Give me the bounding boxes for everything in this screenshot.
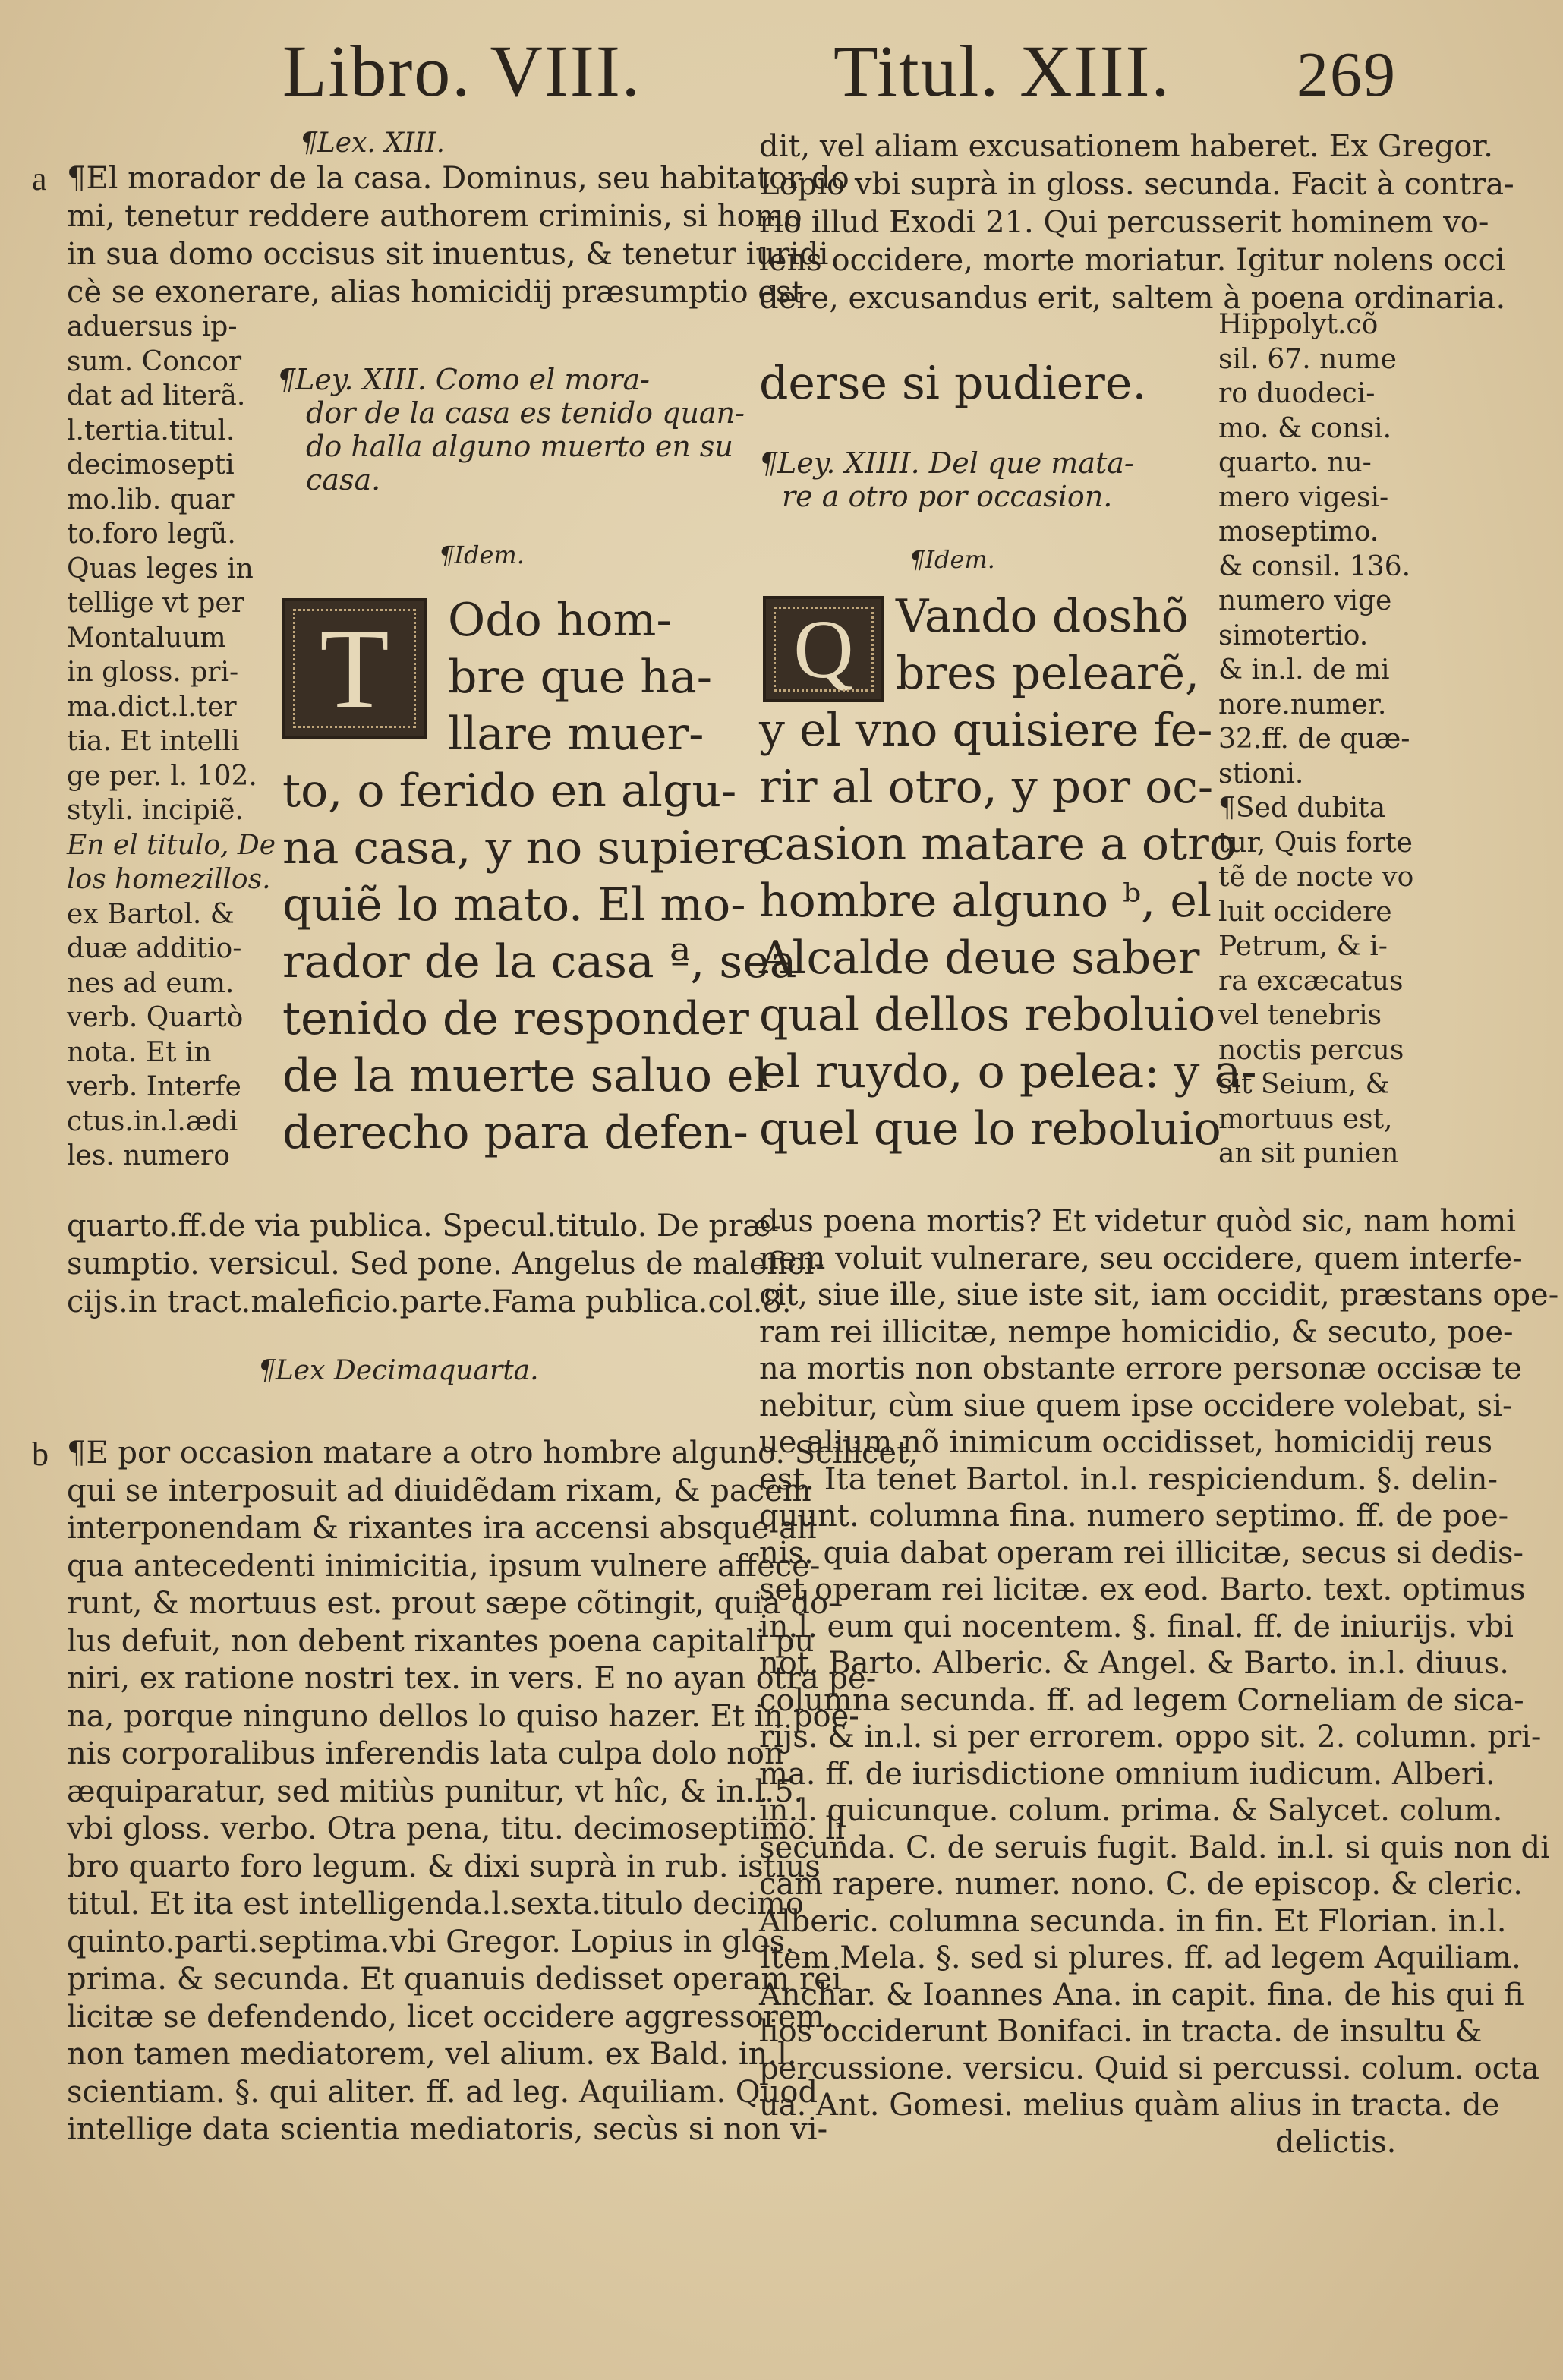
text-line: En el titulo, De [67, 829, 276, 861]
text-line: Item Mela. §. sed si plures. ff. ad legem Aquiliam. [759, 1940, 1521, 1975]
text-line: 32.ff. de quæ- [1218, 723, 1410, 755]
idem-label: ¶Idem. [909, 545, 995, 574]
text-line: mo.lib. quar [67, 484, 235, 515]
dropcap-q-ornament: Q [763, 596, 884, 702]
text-line: los homezillos. [67, 864, 271, 895]
text-line: ue alium nõ inimicum occidisset, homicidij reus [759, 1425, 1493, 1460]
text-line: casa. [306, 463, 381, 496]
text-line: & in.l. de mi [1218, 654, 1390, 686]
text-line: decimosepti [67, 449, 235, 481]
ley-13-title [277, 363, 745, 496]
text-line: Lopio vbi suprà in gloss. secunda. Facit à contra- [759, 167, 1514, 202]
text-line: nis corporalibus inferendis lata culpa dolo non [67, 1736, 784, 1771]
text-line: & consil. 136. [1218, 550, 1411, 582]
dropcap-t-ornament: T [282, 598, 427, 739]
ley-14-text [759, 702, 1257, 1158]
text-line: ua. Ant. Gomesi. melius quàm alius in tracta. de [759, 2088, 1500, 2123]
text-line: luit occidere [1218, 896, 1392, 928]
text-line: rijs. & in.l. si per errorem. oppo sit. 2. column. pri- [759, 1720, 1542, 1754]
text-line: delictis. [1275, 2124, 1397, 2160]
text-line: titul. Et ita est intelligenda.l.sexta.titulo decimo [67, 1887, 804, 1921]
text-line: columna secunda. ff. ad legem Corneliam de sica- [759, 1682, 1524, 1718]
text-line: rio illud Exodi 21. Qui percusserit hominem vo- [759, 205, 1489, 240]
text-line: mo. & consi. [1218, 412, 1392, 444]
text-line: lios occiderunt Bonifaci. in tracta. de insultu & [759, 2014, 1483, 2049]
idem-label: ¶Idem. [439, 541, 525, 569]
text-line: verb. Quartò [67, 1002, 244, 1033]
text-line: Anchar. & Ioannes Ana. in capit. fina. de his qui fi [759, 1977, 1524, 2013]
text-line: dat ad literã. [67, 380, 246, 411]
text-line: ram rei illicitæ, nempe homicidio, & secuto, poe- [759, 1314, 1514, 1350]
text-line: bres pelearẽ, [896, 647, 1200, 700]
text-line: ge per. l. 102. [67, 760, 257, 792]
text-line: Vando doshõ [896, 590, 1189, 643]
text-line: percussione. versicu. Quid si percussi. colum. octa [759, 2051, 1540, 2086]
text-line: æquiparatur, sed mitiùs punitur, vt hîc, & in.l.5. [67, 1773, 804, 1809]
text-line: vbi gloss. verbo. Otra pena, titu. decimoseptimo. li [67, 1811, 845, 1846]
text-line: dit, vel aliam excusationem haberet. Ex Gregor. [759, 129, 1493, 164]
text-line: duæ additio- [67, 933, 242, 964]
text-line: prima. & secunda. Et quanuis dedisset operam rei [67, 1962, 842, 1997]
text-line: sumptio. versicul. Sed pone. Angelus de malefici- [67, 1247, 824, 1281]
text-line: quarto. nu- [1218, 447, 1372, 478]
text-line: nes ad eum. [67, 967, 235, 999]
text-line: to, o ferido en algu- [282, 764, 737, 818]
text-line: do halla alguno muerto en su [306, 430, 733, 463]
text-line: rador de la casa ª, sea [282, 935, 797, 988]
right-gloss-bottom [759, 1203, 1559, 2161]
text-line: derecho para defen- [282, 1106, 748, 1159]
text-line: re a otro por occasion. [782, 480, 1113, 513]
text-line: tur, Quis forte [1218, 827, 1413, 859]
text-line: de la muerte saluo el [282, 1049, 768, 1102]
text-line: dor de la casa es tenido quan- [306, 396, 745, 430]
text-line: llare muer- [448, 708, 704, 761]
text-line: sum. Concor [67, 345, 242, 377]
gloss-a-bottom [67, 1207, 824, 1321]
text-line: in sua domo occisus sit inuentus, & tenetur iuridi [67, 237, 829, 272]
text-line: Alberic. columna secunda. in fin. Et Florian. in.l. [759, 1903, 1507, 1939]
page-number: 269 [1297, 39, 1397, 110]
text-line: nota. Et in [67, 1036, 212, 1068]
text-line: les. numero [67, 1140, 230, 1171]
text-line: vel tenebris [1218, 1000, 1382, 1031]
text-line: an sit punien [1218, 1138, 1399, 1169]
text-line: qui se interposuit ad diuidẽdam rixam, & pacem [67, 1473, 811, 1508]
ley-13-continuation: derse si pudiere. [759, 357, 1147, 410]
text-line: dus poena mortis? Et videtur quòd sic, nam homi [759, 1204, 1517, 1239]
text-line: tia. Et intelli [67, 726, 240, 757]
text-line: na, porque ninguno dellos lo quiso hazer. Et in poe- [67, 1698, 859, 1734]
text-line: scientiam. §. qui aliter. ff. ad leg. Aquiliam. Quod [67, 2074, 818, 2110]
text-line: mortuus est, [1218, 1103, 1393, 1135]
text-line: casion matare a otro [759, 818, 1237, 871]
text-line: in gloss. pri- [67, 657, 239, 688]
text-line: quinto.parti.septima.vbi Gregor. Lopius in glos. [67, 1924, 795, 1959]
text-line: ro duodeci- [1218, 378, 1376, 409]
text-line: dere, excusandus erit, saltem à poena ordinaria. [759, 281, 1506, 316]
text-line: intellige data scientia mediatoris, secùs si non vi- [67, 2112, 828, 2147]
text-line: styli. incipiẽ. [67, 795, 244, 826]
text-line: bro quarto foro legum. & dixi suprà in rub. istius [67, 1849, 821, 1884]
text-line: nore.numer. [1218, 689, 1387, 720]
text-line: cit, siue ille, siue iste sit, iam occidit, præstans ope- [759, 1278, 1559, 1313]
ley-13-text [282, 763, 797, 1162]
text-line: in.l. eum qui nocentem. §. final. ff. de iniurijs. vbi [759, 1609, 1514, 1644]
text-line: Montaluum [67, 622, 226, 654]
text-line: numero vige [1218, 585, 1392, 616]
header-title: Titul. XIII. [833, 30, 1171, 112]
ley-13-text-top [448, 592, 712, 763]
text-line: interponendam & rixantes ira accensi absque ali [67, 1511, 817, 1546]
gloss-marker-b: b [32, 1436, 49, 1473]
text-line: sit Seium, & [1218, 1069, 1390, 1100]
text-line: quarto.ff.de via publica. Specul.titulo. De præ- [67, 1209, 782, 1244]
text-line: non tamen mediatorem, vel alium. ex Bald. in.l. [67, 2037, 797, 2072]
text-line: set operam rei licitæ. ex eod. Barto. text. optimus [759, 1572, 1526, 1607]
text-line: tellige vt per [67, 588, 244, 619]
text-line: ¶El morador de la casa. Dominus, seu habitator do [67, 161, 849, 196]
text-line: moseptimo. [1218, 516, 1379, 547]
text-line: na mortis non obstante errore personæ occisæ te [759, 1351, 1523, 1386]
gloss-a-top [67, 159, 849, 311]
text-line: stioni. [1218, 758, 1304, 790]
gloss-b [67, 1435, 919, 2149]
text-line: quunt. columna fina. numero septimo. ff. de poe- [759, 1499, 1509, 1534]
lex-heading-14: ¶Lex Decimaquarta. [258, 1355, 539, 1386]
text-line: Odo hom- [448, 594, 672, 647]
header-book: Libro. VIII. [282, 30, 641, 112]
text-line: Quas leges in [67, 553, 254, 585]
text-line: ex Bartol. & [67, 898, 235, 930]
gloss-a-side [67, 310, 276, 1174]
text-line: lus defuit, non debent rixantes poena capitali pu [67, 1623, 815, 1659]
text-line: el ruydo, o pelea: y a- [759, 1045, 1257, 1099]
text-line: Alcalde deue saber [759, 932, 1200, 985]
gloss-marker-a: a [32, 160, 47, 197]
text-line: lens occidere, morte moriatur. Igitur nolens occi [759, 243, 1505, 278]
text-line: nis. quia dabat operam rei illicitæ, secus si dedis- [759, 1535, 1524, 1571]
text-line: ¶Sed dubita [1218, 793, 1386, 824]
text-line: ma.dict.l.ter [67, 691, 237, 723]
text-line: Hippolyt.cõ [1218, 309, 1379, 340]
text-line: to.foro legũ. [67, 519, 236, 550]
text-line: bre que ha- [448, 651, 712, 704]
text-line: Petrum, & i- [1218, 931, 1388, 962]
right-gloss-top [759, 128, 1514, 317]
ley-14-title [759, 446, 1215, 513]
text-line: aduersus ip- [67, 311, 238, 342]
text-line: l.tertia.titul. [67, 415, 235, 446]
text-line: qual dellos reboluio [759, 988, 1216, 1042]
text-line: ctus.in.l.ædi [67, 1105, 238, 1137]
text-line: tenido de responder [282, 992, 749, 1045]
text-line: quel que lo reboluio [759, 1102, 1221, 1155]
right-side-gloss [1218, 307, 1416, 1171]
text-line: cijs.in tract.maleficio.parte.Fama publica.col.8. [67, 1285, 792, 1319]
text-line: not. Barto. Alberic. & Angel. & Barto. in.l. diuus. [759, 1646, 1509, 1681]
text-line: y el vno quisiere fe- [759, 704, 1213, 757]
text-line: noctis percus [1218, 1034, 1404, 1066]
text-line: secunda. C. de seruis fugit. Bald. in.l. si quis non di [759, 1830, 1550, 1865]
text-line: ¶E por occasion matare a otro hombre alguno. Scilicet, [67, 1436, 919, 1471]
text-line: ¶Ley. XIII. Como el mora- [277, 363, 650, 396]
text-line: runt, & mortuus est. prout sæpe cõtingit, quia do- [67, 1586, 839, 1621]
lex-heading-13: ¶Lex. XIII. [300, 128, 446, 159]
text-line: sil. 67. nume [1218, 343, 1397, 375]
text-line: tẽ de nocte vo [1218, 862, 1414, 893]
text-line: cè se exonerare, alias homicidij præsumptio est [67, 275, 804, 310]
text-line: na casa, y no supiere [282, 821, 770, 875]
ley-14-text-top [896, 588, 1215, 702]
text-line: niri, ex ratione nostri tex. in vers. E no ayan otra pe- [67, 1661, 877, 1696]
text-line: nebitur, cùm siue quem ipse occidere volebat, si- [759, 1388, 1513, 1423]
text-line: est. Ita tenet Bartol. in.l. respiciendum. §. delin- [759, 1461, 1498, 1497]
text-line: nem voluit vulnerare, seu occidere, quem interfe- [759, 1240, 1523, 1276]
text-line: in.l. quicunque. colum. prima. & Salycet. colum. [759, 1793, 1503, 1828]
text-line: ma. ff. de iurisdictione omnium iudicum. Alberi. [759, 1756, 1495, 1792]
text-line: hombre alguno ᵇ, el [759, 875, 1212, 928]
text-line: verb. Interfe [67, 1071, 241, 1102]
text-line: licitæ se defendendo, licet occidere aggressorem, [67, 1999, 835, 2035]
text-line: mero vigesi- [1218, 481, 1389, 513]
text-line: qua antecedenti inimicitia, ipsum vulnere affece- [67, 1548, 821, 1584]
text-line: ra excæcatus [1218, 965, 1404, 997]
text-line: simotertio. [1218, 619, 1369, 651]
text-line: quiẽ lo mato. El mo- [282, 878, 746, 932]
text-line: rir al otro, y por oc- [759, 761, 1214, 814]
text-line: mi, tenetur reddere authorem criminis, si homo [67, 199, 802, 234]
text-line: ¶Ley. XIIII. Del que mata- [759, 446, 1134, 480]
text-line: cam rapere. numer. nono. C. de episcop. & cleric. [759, 1867, 1523, 1902]
